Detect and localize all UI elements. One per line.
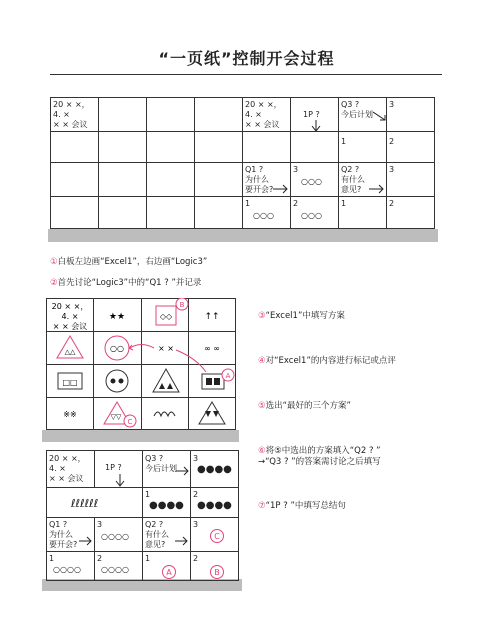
top-cell bbox=[99, 197, 147, 229]
step-2 bbox=[50, 278, 201, 289]
excel-grid-shadow bbox=[42, 430, 239, 442]
bottom-cell-3b: 3 ○○○○ bbox=[95, 518, 143, 552]
badge-a-label: A bbox=[225, 372, 231, 380]
kome-icon: ※※ bbox=[63, 410, 77, 419]
bottom-cell-2b: 2 ○○○○ bbox=[95, 552, 143, 581]
pink-link-arrow-2 bbox=[176, 350, 206, 372]
badge-b-icon bbox=[209, 564, 225, 580]
down-arrow-icon bbox=[115, 474, 125, 487]
step-5 bbox=[258, 401, 351, 412]
ring-icon bbox=[106, 370, 128, 392]
cross-icon: × × bbox=[158, 344, 174, 353]
top-cell-q2: Q2 ? 有什么 意见? bbox=[339, 163, 387, 197]
top-cell bbox=[195, 132, 243, 163]
page-title: “一页纸”控制开会过程 bbox=[158, 49, 335, 68]
excel-meeting-line3: × × 会议 bbox=[52, 322, 88, 331]
top-cell bbox=[147, 132, 195, 163]
step-5-text: 选出“最好的三个方案” bbox=[265, 401, 351, 411]
step-2-number: ② bbox=[50, 278, 58, 288]
badge-c-icon bbox=[209, 528, 225, 544]
down-arrow-icon bbox=[311, 120, 321, 132]
top-cell-1: 1 bbox=[339, 132, 387, 163]
top-cell bbox=[99, 132, 147, 163]
bottom-cell-2: 2 ●●●● bbox=[191, 488, 239, 518]
badge-b-label: B bbox=[179, 301, 185, 309]
filled-triangle-icon bbox=[167, 383, 173, 389]
step-4-number: ④ bbox=[258, 356, 266, 366]
bottom-cell-q3: Q3 ? 今后计划 bbox=[143, 451, 191, 488]
top-cell bbox=[291, 132, 339, 163]
title-rule bbox=[50, 74, 442, 75]
top-cell-1c: 1 bbox=[339, 197, 387, 229]
right-arrow-icon bbox=[373, 110, 387, 122]
diamond-icon: ◇◇ bbox=[159, 312, 173, 321]
filled-square-icon bbox=[214, 378, 220, 385]
filled-triangle-icon bbox=[205, 411, 211, 417]
bottom-cell-3: 3 ●●●● bbox=[191, 451, 239, 488]
infinity-icon: ∞ ∞ bbox=[204, 344, 220, 353]
step-6-number: ⑥ bbox=[258, 446, 266, 456]
badge-c-label: C bbox=[127, 418, 133, 426]
top-cell bbox=[195, 163, 243, 197]
right-arrow-icon bbox=[273, 175, 289, 197]
top-cell-3c: 3 bbox=[387, 163, 435, 197]
bottom-cell-q2: Q2 ? 有什么 意见? bbox=[143, 518, 191, 552]
star-icon: ★★ bbox=[108, 312, 126, 322]
top-cell bbox=[243, 132, 291, 163]
triangles-icon: △△ bbox=[64, 348, 76, 356]
bottom-grid bbox=[46, 450, 239, 581]
step-5-number: ⑤ bbox=[258, 401, 266, 411]
step-6-text-b: →“Q3 ? ”的答案需讨论之后填写 bbox=[258, 457, 381, 467]
step-4-text: 对“Excel1”的内容进行标记或点评 bbox=[265, 356, 396, 366]
top-cell-3b: 3 ○○○ bbox=[291, 163, 339, 197]
bottom-cell-1b: 1 ○○○○ bbox=[47, 552, 95, 581]
svg-text:B: B bbox=[214, 568, 220, 577]
top-cell bbox=[195, 98, 243, 132]
top-cell bbox=[147, 98, 195, 132]
dot-icon bbox=[111, 379, 116, 384]
svg-text:A: A bbox=[166, 568, 172, 577]
top-cell-3: 3 bbox=[387, 98, 435, 132]
step-7 bbox=[258, 501, 346, 512]
bottom-cell-1: 1 ●●●● bbox=[143, 488, 191, 518]
top-grid bbox=[50, 97, 435, 229]
bottom-cell-2c: 2 B bbox=[191, 552, 239, 581]
right-arrow-icon bbox=[176, 465, 190, 477]
circles-icon: ○○ bbox=[110, 344, 124, 353]
right-arrow-icon bbox=[175, 534, 189, 548]
top-cell-q1: Q1 ? 为什么 要开会? bbox=[243, 163, 291, 197]
top-cell-2b: 2 ○○○ bbox=[291, 197, 339, 229]
top-cell bbox=[51, 163, 99, 197]
filled-triangle-icon bbox=[213, 411, 219, 417]
step-1 bbox=[50, 257, 207, 268]
top-cell-q3: Q3 ? 今后计划 bbox=[339, 98, 387, 132]
scribble-icon bbox=[154, 412, 175, 416]
bottom-cell-loops: ℓℓℓℓℓℓ bbox=[47, 488, 143, 518]
top-cell bbox=[147, 197, 195, 229]
step-3-number: ③ bbox=[258, 311, 266, 321]
top-cell-2c: 2 bbox=[387, 197, 435, 229]
bottom-cell-1p: 1P ? bbox=[95, 451, 143, 488]
step-7-text: “1P ? ”中填写总结句 bbox=[265, 501, 346, 511]
bottom-cell-1c: 1 A bbox=[143, 552, 191, 581]
step-7-number: ⑦ bbox=[258, 501, 266, 511]
step-2-text: 首先讨论“Logic3”中的“Q1 ? ”并记录 bbox=[57, 278, 202, 288]
excel-meeting-line1: 20 × ×， bbox=[51, 302, 89, 311]
step-4 bbox=[258, 356, 396, 367]
top-cell bbox=[51, 132, 99, 163]
step-1-text: 白板左边画“Excel1”，右边画“Logic3” bbox=[57, 257, 208, 267]
step-6 bbox=[258, 446, 381, 468]
step-6-text-a: 将⑤中选出的方案填入“Q2 ? ” bbox=[265, 446, 381, 456]
right-arrow-icon bbox=[79, 534, 93, 548]
top-cell bbox=[147, 163, 195, 197]
excel-meeting-line2: 4. × bbox=[61, 312, 79, 321]
top-cell bbox=[99, 163, 147, 197]
excel-grid bbox=[46, 298, 236, 431]
svg-text:C: C bbox=[214, 532, 220, 541]
dot-icon bbox=[119, 379, 124, 384]
step-1-number: ① bbox=[50, 257, 58, 267]
top-cell bbox=[51, 197, 99, 229]
squares-icon: □□ bbox=[62, 378, 78, 387]
box-icon bbox=[202, 374, 224, 389]
top-grid-shadow bbox=[48, 229, 438, 242]
step-3-text: “Excel1”中填写方案 bbox=[265, 311, 345, 321]
top-cell bbox=[195, 197, 243, 229]
filled-square-icon bbox=[206, 378, 212, 385]
triangle-icon bbox=[153, 369, 179, 392]
top-cell-meeting-2: 20 × ×， 4. × × × 会议 bbox=[243, 98, 291, 132]
bottom-cell-q1: Q1 ? 为什么 要开会? bbox=[47, 518, 95, 552]
badge-a-icon bbox=[161, 564, 177, 580]
top-cell-1b: 1 ○○○ bbox=[243, 197, 291, 229]
top-cell-1p: 1P ? bbox=[291, 98, 339, 132]
top-cell-meeting: 20 × ×， 4. × × × 会议 bbox=[51, 98, 99, 132]
top-cell-2: 2 bbox=[387, 132, 435, 163]
bottom-cell-meeting: 20 × ×， 4. × × × 会议 bbox=[47, 451, 95, 488]
bottom-cell-3c: 3 C bbox=[191, 518, 239, 552]
down-triangles-icon: ▽▽ bbox=[110, 413, 122, 421]
triangle-icon bbox=[199, 402, 225, 424]
top-cell bbox=[99, 98, 147, 132]
filled-triangle-icon bbox=[159, 383, 165, 389]
right-arrow-icon bbox=[369, 175, 385, 197]
step-3 bbox=[258, 311, 345, 322]
up-arrows-icon: ↑↑ bbox=[204, 312, 220, 322]
